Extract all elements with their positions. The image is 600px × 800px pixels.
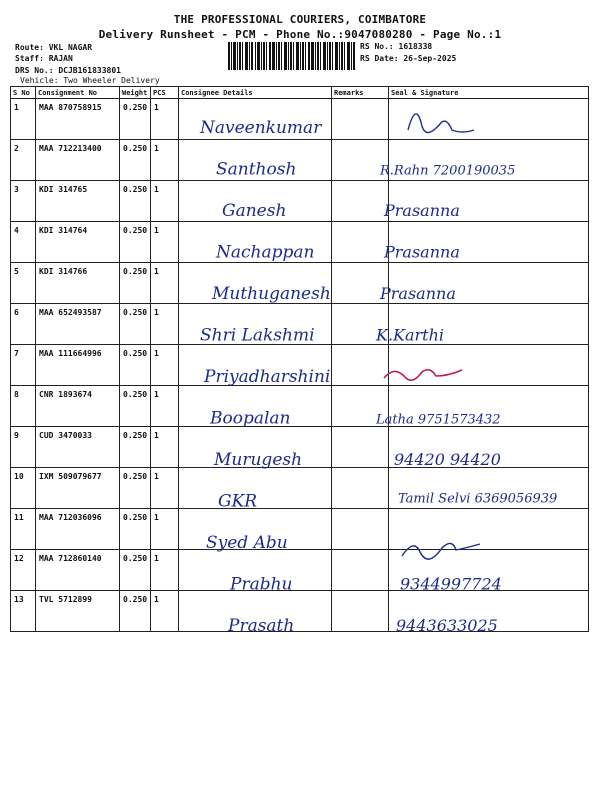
handwritten-consignee-name: Santhosh (216, 159, 297, 180)
handwritten-consignee-name: Muthuganesh (212, 284, 331, 304)
row-weight: 0.250 (120, 140, 151, 181)
row-pcs: 1 (151, 427, 179, 468)
barcode (228, 42, 355, 70)
row-remarks-cell (332, 591, 389, 632)
row-pcs: 1 (151, 509, 179, 550)
row-remarks-cell (332, 304, 389, 345)
row-consignment-no: KDI 314764 (36, 222, 120, 263)
row-consignee-cell (179, 263, 332, 304)
runsheet-subtitle: Delivery Runsheet - PCM - Phone No.:9047080280 - Page No.:1 (98, 28, 502, 41)
table-row (11, 427, 589, 468)
row-pcs: 1 (151, 468, 179, 509)
row-consignee-cell (179, 509, 332, 550)
table-row (11, 386, 589, 427)
row-consignee-cell (179, 468, 332, 509)
row-sno: 9 (11, 427, 36, 468)
row-consignment-no: MAA 652493587 (36, 304, 120, 345)
row-remarks-cell (332, 509, 389, 550)
row-signature-cell (389, 509, 589, 550)
table-row (11, 345, 589, 386)
row-remarks-cell (332, 427, 389, 468)
row-sno: 10 (11, 468, 36, 509)
row-weight: 0.250 (120, 427, 151, 468)
row-signature-cell (389, 140, 589, 181)
row-consignment-no: MAA 870758915 (36, 99, 120, 140)
row-pcs: 1 (151, 550, 179, 591)
table-row (11, 181, 589, 222)
handwritten-consignee-name: Ganesh (222, 201, 287, 221)
table-header-row (11, 87, 589, 99)
col-signature-header: Seal & Signature (389, 87, 589, 99)
row-signature-cell (389, 181, 589, 222)
row-consignment-no: MAA 111664996 (36, 345, 120, 386)
row-remarks-cell (332, 550, 389, 591)
col-weight-header: Weight (120, 87, 151, 99)
table-row (11, 304, 589, 345)
row-remarks-cell (332, 99, 389, 140)
handwritten-signature: 9344997724 (400, 574, 502, 594)
row-consignee-cell (179, 304, 332, 345)
row-signature-cell (389, 345, 589, 386)
row-signature-cell (389, 263, 589, 304)
row-sno: 1 (11, 99, 36, 140)
row-pcs: 1 (151, 386, 179, 427)
row-pcs: 1 (151, 181, 179, 222)
handwritten-consignee-name: Syed Abu (206, 533, 288, 553)
row-signature-cell (389, 222, 589, 263)
row-remarks-cell (332, 386, 389, 427)
handwritten-signature: Prasanna (380, 284, 456, 303)
table-row (11, 222, 589, 263)
row-consignee-cell (179, 140, 332, 181)
row-pcs: 1 (151, 263, 179, 304)
row-consignment-no: IXM 509079677 (36, 468, 120, 509)
handwritten-consignee-name: Prabhu (230, 574, 293, 595)
row-consignment-no: TVL 5712899 (36, 591, 120, 632)
row-sno: 3 (11, 181, 36, 222)
row-consignee-cell (179, 222, 332, 263)
handwritten-signature: R.Rahn 7200190035 (380, 163, 516, 179)
handwritten-consignee-name: Shri Lakshmi (200, 325, 315, 346)
row-pcs: 1 (151, 591, 179, 632)
row-signature-cell (389, 591, 589, 632)
handwritten-signature: 94420 94420 (394, 450, 501, 469)
col-remarks-header: Remarks (332, 87, 389, 99)
row-pcs: 1 (151, 222, 179, 263)
row-sno: 5 (11, 263, 36, 304)
handwritten-consignee-name: Boopalan (210, 408, 291, 429)
row-consignee-cell (179, 99, 332, 140)
row-weight: 0.250 (120, 550, 151, 591)
row-consignee-cell (179, 591, 332, 632)
handwritten-signature: 9443633025 (396, 616, 498, 635)
handwritten-consignee-name: Murugesh (214, 450, 303, 470)
table-row (11, 99, 589, 140)
row-pcs: 1 (151, 99, 179, 140)
handwritten-consignee-name: Prasath (228, 616, 295, 636)
route-label: Route: VKL NAGAR (15, 43, 93, 52)
row-signature-cell (389, 99, 589, 140)
row-consignee-cell (179, 386, 332, 427)
row-consignee-cell (179, 427, 332, 468)
table-row (11, 591, 589, 632)
row-weight: 0.250 (120, 591, 151, 632)
row-sno: 6 (11, 304, 36, 345)
handwritten-consignee-name: Naveenkumar (200, 118, 322, 138)
table-row (11, 140, 589, 181)
row-sno: 8 (11, 386, 36, 427)
row-sno: 13 (11, 591, 36, 632)
row-sno: 11 (11, 509, 36, 550)
col-consignee-header: Consignee Details (179, 87, 332, 99)
row-pcs: 1 (151, 140, 179, 181)
row-remarks-cell (332, 140, 389, 181)
row-signature-cell (389, 550, 589, 591)
row-consignment-no: CNR 1893674 (36, 386, 120, 427)
handwritten-consignee-name: GKR (218, 491, 258, 512)
row-remarks-cell (332, 345, 389, 386)
vehicle-label: Vehicle: Two Wheeler Delivery (20, 76, 160, 85)
table-row (11, 509, 589, 550)
handwritten-signature: K.Karthi (376, 325, 445, 345)
handwritten-signature: Prasanna (384, 201, 460, 220)
row-consignee-cell (179, 181, 332, 222)
row-consignment-no: MAA 712036096 (36, 509, 120, 550)
row-sno: 2 (11, 140, 36, 181)
drs-label: DRS No.: DCJB161833801 (15, 66, 121, 75)
row-consignment-no: KDI 314766 (36, 263, 120, 304)
rs-date-label: RS Date: 26-Sep-2025 (360, 54, 457, 63)
row-remarks-cell (332, 468, 389, 509)
row-signature-cell (389, 468, 589, 509)
row-weight: 0.250 (120, 181, 151, 222)
row-remarks-cell (332, 222, 389, 263)
row-consignment-no: CUD 3470033 (36, 427, 120, 468)
row-consignee-cell (179, 345, 332, 386)
table-row (11, 550, 589, 591)
row-weight: 0.250 (120, 99, 151, 140)
row-pcs: 1 (151, 345, 179, 386)
table-row (11, 263, 589, 304)
row-weight: 0.250 (120, 263, 151, 304)
row-sno: 4 (11, 222, 36, 263)
row-consignee-cell (179, 550, 332, 591)
runsheet-table (10, 86, 589, 632)
row-weight: 0.250 (120, 509, 151, 550)
row-weight: 0.250 (120, 222, 151, 263)
row-weight: 0.250 (120, 386, 151, 427)
row-sno: 7 (11, 345, 36, 386)
row-pcs: 1 (151, 304, 179, 345)
row-remarks-cell (332, 181, 389, 222)
row-sno: 12 (11, 550, 36, 591)
handwritten-signature: Prasanna (384, 242, 460, 262)
company-title: THE PROFESSIONAL COURIERS, COIMBATORE (173, 13, 427, 26)
row-signature-cell (389, 304, 589, 345)
staff-label: Staff: RAJAN (15, 54, 73, 63)
handwritten-signature: Tamil Selvi 6369056939 (398, 491, 558, 507)
row-weight: 0.250 (120, 304, 151, 345)
row-consignment-no: MAA 712860140 (36, 550, 120, 591)
handwritten-consignee-name: Priyadharshini (204, 367, 331, 387)
table-row (11, 468, 589, 509)
row-signature-cell (389, 386, 589, 427)
row-consignment-no: KDI 314765 (36, 181, 120, 222)
handwritten-signature: Latha 9751573432 (376, 412, 501, 428)
row-remarks-cell (332, 263, 389, 304)
col-consignment-header: Consignment No (36, 87, 120, 99)
row-weight: 0.250 (120, 345, 151, 386)
col-pcs-header: PCS (151, 87, 179, 99)
handwritten-consignee-name: Nachappan (216, 242, 315, 263)
row-weight: 0.250 (120, 468, 151, 509)
row-consignment-no: MAA 712213400 (36, 140, 120, 181)
col-sno-header: S No (11, 87, 36, 99)
rs-no-label: RS No.: 1618338 (360, 42, 433, 51)
row-signature-cell (389, 427, 589, 468)
